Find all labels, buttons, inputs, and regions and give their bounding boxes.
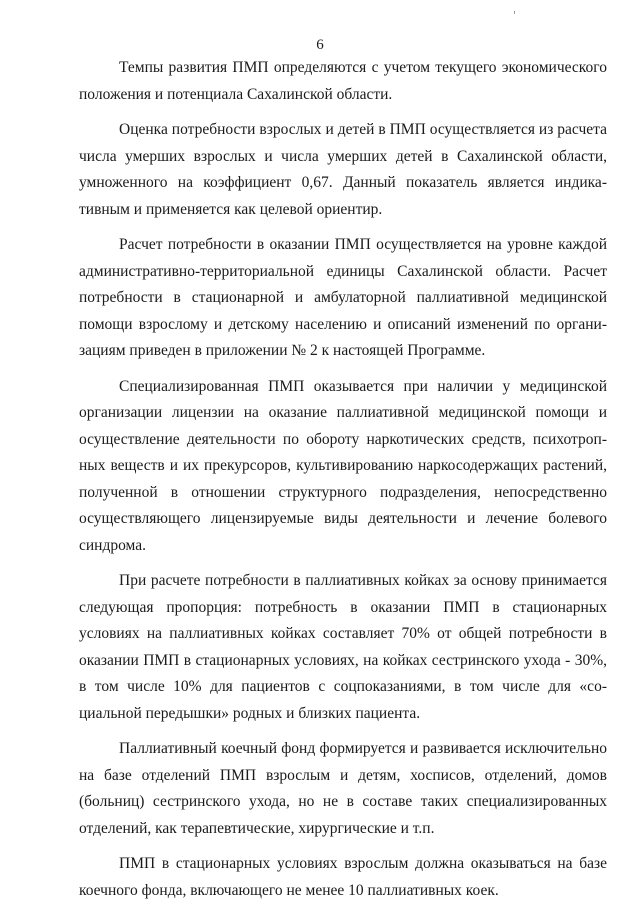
paragraph: При расчете потребности в паллиативных койках за основу принимается следующая пропорция: потребность в оказании ПМП в стационарных условиях на паллиативных койках составляет 70% от общей потребности в оказании ПМП в стационарных условиях, на койках сестринского ухода - 30%, в том числе 10% для пациентов с соцпоказаниями, в том числе для «социальной передышки» родных и близких пациента. — [79, 572, 607, 722]
paragraph: ПМП в стационарных условиях взрослым должна оказываться на базе коечного фонда, включающего не менее 10 паллиативных коек. — [79, 855, 607, 899]
paragraph: Паллиативный коечный фонд формируется и развивается исключительно на базе отделений ПМП взрослым и детям, хосписов, отделений, домов (больниц) сестринского ухода, но не в составе таких специализированных отделений, как терапевтические, хирургические и т.п. — [79, 740, 607, 837]
paragraph: Оценка потребности взрослых и детей в ПМП осуществляется из расчета числа умерших взрослых и числа умерших детей в Сахалинской области, умноженного на коэффициент 0,67. Данный показатель является индикативным и применяется как целевой ориентир. — [79, 121, 607, 218]
body-text — [79, 55, 607, 913]
paragraph: Специализированная ПМП оказывается при наличии у медицинской организации лицензии на оказание паллиативной медицинской помощи и осуществление деятельности по обороту наркотических средств, психотропных веществ и их прекурсоров, культивированию наркосодержащих растений, полученной в отношении структурного подразделения, непосредственно осуществляющего лицензируемые виды деятельности и лечение болевого синдрома. — [79, 377, 607, 554]
paragraph: Темпы развития ПМП определяются с учетом текущего экономического положения и потенциала Сахалинской области. — [79, 59, 607, 103]
page-number: 6 — [316, 37, 324, 53]
scan-speck — [514, 11, 515, 14]
paragraph: Расчет потребности в оказании ПМП осуществляется на уровне каждой административно-территориальной единицы Сахалинской области. Расчет потребности в стационарной и амбулаторной паллиативной медицинской помощи взрослому и детскому населению и описаний изменений по организациям приведен в приложении № 2 к настоящей Программе. — [79, 236, 607, 359]
